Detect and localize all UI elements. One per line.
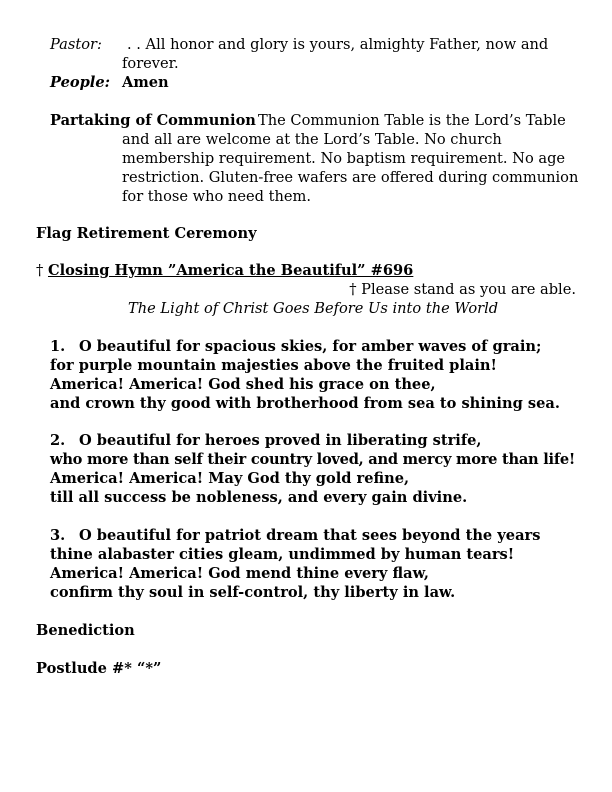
verse-3-line-4: confirm thy soul in self-control, thy liberty in law. <box>50 584 456 601</box>
verse-3-number: 3. <box>50 527 66 544</box>
communion-line-5: for those who need them. <box>122 188 311 205</box>
verse-2-number: 2. <box>50 432 66 449</box>
communion-line-1: The Communion Table is the Lord’s Table <box>258 112 566 129</box>
verse-2-line-2: who more than self their country loved, and mercy more than life! <box>50 451 576 468</box>
stand-dagger-icon: † <box>36 262 44 279</box>
stand-note: † Please stand as you are able. <box>349 281 576 298</box>
communion-line-2: and all are welcome at the Lord’s Table. No church <box>122 131 502 148</box>
verse-2-line-1: O beautiful for heroes proved in liberating strife, <box>79 432 482 449</box>
hymn-tune-line: The Light of Christ Goes Before Us into the World <box>128 300 499 317</box>
pastor-speaker: Pastor: <box>50 36 102 53</box>
flag-retirement-heading: Flag Retirement Ceremony <box>36 225 257 242</box>
communion-line-3: membership requirement. No baptism requirement. No age <box>122 150 566 167</box>
closing-hymn-title: Closing Hymn ”America the Beautiful” #696 <box>48 262 414 279</box>
communion-line-4: restriction. Gluten-free wafers are offered during communion <box>122 169 579 186</box>
verse-1-line-4: and crown thy good with brotherhood from sea to shining sea. <box>50 395 560 412</box>
people-speaker: People: <box>50 74 111 91</box>
communion-heading: Partaking of Communion <box>50 112 256 129</box>
verse-3-line-1: O beautiful for patriot dream that sees beyond the years <box>79 527 541 544</box>
benediction-heading: Benediction <box>36 622 135 639</box>
verse-2-line-4: till all success be nobleness, and every gain divine. <box>50 489 468 506</box>
verse-1-line-3: America! America! God shed his grace on thee, <box>50 376 436 393</box>
verse-3-line-2: thine alabaster cities gleam, undimmed by human tears! <box>50 546 515 563</box>
pastor-line-1: . . All honor and glory is yours, almighty Father, now and <box>127 36 549 53</box>
postlude-heading: Postlude #* “*” <box>36 660 162 677</box>
verse-3-line-3: America! America! God mend thine every flaw, <box>50 565 430 582</box>
verse-1-line-1: O beautiful for spacious skies, for amber waves of grain; <box>79 338 542 355</box>
verse-1-number: 1. <box>50 338 66 355</box>
verse-1-line-2: for purple mountain majesties above the fruited plain! <box>50 357 497 374</box>
people-response: Amen <box>122 74 169 91</box>
verse-2-line-3: America! America! May God thy gold refine, <box>50 470 410 487</box>
pastor-line-2: forever. <box>122 55 179 72</box>
